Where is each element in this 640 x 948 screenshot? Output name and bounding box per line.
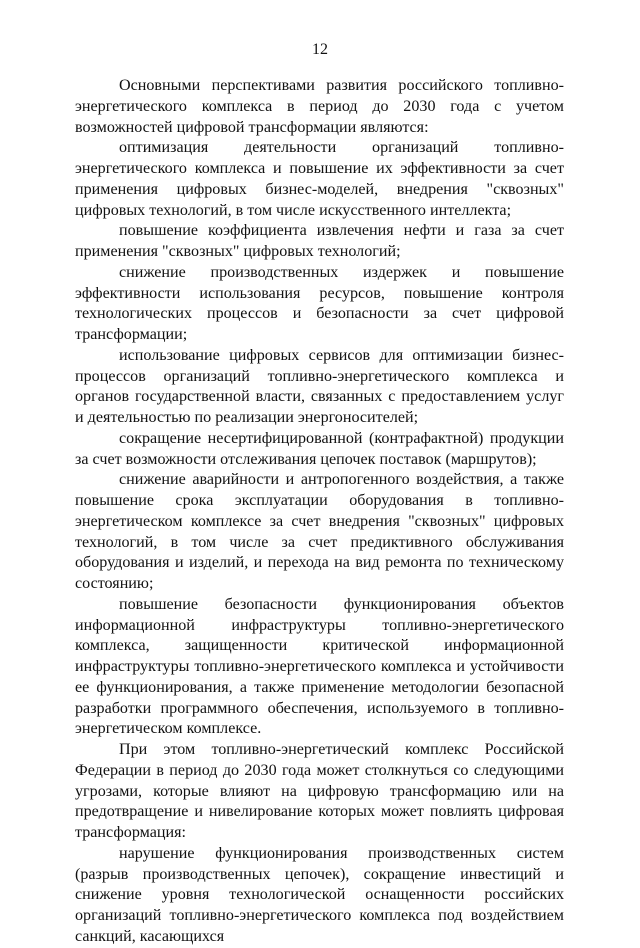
paragraph-item-cost-reduction: снижение производственных издержек и повышение эффективности использования ресурсов, повышение контроля технологических процессов и безопасности за счет цифровой трансформации; [75, 263, 564, 343]
paragraph-intro-threats: При этом топливно-энергетический комплекс Российской Федерации в период до 2030 года может столкнуться со следующими угрозами, которые влияют на цифровую трансформацию или на предотвращение и нивелирование которых может повлиять цифровая трансформация: [75, 741, 564, 841]
paragraph-item-optimization: оптимизация деятельности организаций топливно-энергетического комплекса и повышение их эффективности за счет применения цифровых бизнес-моделей, внедрения "сквозных" цифровых технологий, в том числе искусственного интеллекта; [75, 139, 564, 219]
paragraph-item-digital-services: использование цифровых сервисов для оптимизации бизнес-процессов организаций топливно-энергетического комплекса и органов государственной власти, связанных с предоставлением услуг и деятельностью по реализации энергоносителей; [75, 346, 564, 426]
paragraph-intro-prospects: Основными перспективами развития российского топливно-энергетического комплекса в период до 2030 года с учетом возможностей цифровой трансформации являются: [75, 77, 564, 136]
paragraph-item-oil-gas-recovery: повышение коэффициента извлечения нефти и газа за счет применения "сквозных" цифровых технологий; [75, 222, 564, 260]
paragraph-item-accident-reduction: снижение аварийности и антропогенного воздействия, а также повышение срока эксплуатации оборудования в топливно-энергетическом комплексе за счет внедрения "сквозных" цифровых технологий, в том числе за счет предиктивного обслуживания оборудования и изделий, и перехода на вид ремонта по техническому состоянию; [75, 471, 564, 592]
page-number: 12 [312, 41, 328, 58]
document-body [75, 76, 564, 948]
paragraph-item-disruption: нарушение функционирования производственных систем (разрыв производственных цепочек), сокращение инвестиций и снижение уровня технологической оснащенности российских организаций топливно-энергетического комплекса под воздействием санкций, касающихся [75, 844, 564, 945]
paragraph-item-security: повышение безопасности функционирования объектов информационной инфраструктуры топливно-энергетического комплекса, защищенности критической информационной инфраструктуры топливно-энергетического комплекса и устойчивости ее функционирования, а также применение методологии безопасной разработки программного обеспечения, используемого в топливно-энергетическом комплексе. [75, 595, 564, 738]
paragraph-item-counterfeit-reduction: сокращение несертифицированной (контрафактной) продукции за счет возможности отслеживания цепочек поставок (маршрутов); [75, 429, 564, 468]
